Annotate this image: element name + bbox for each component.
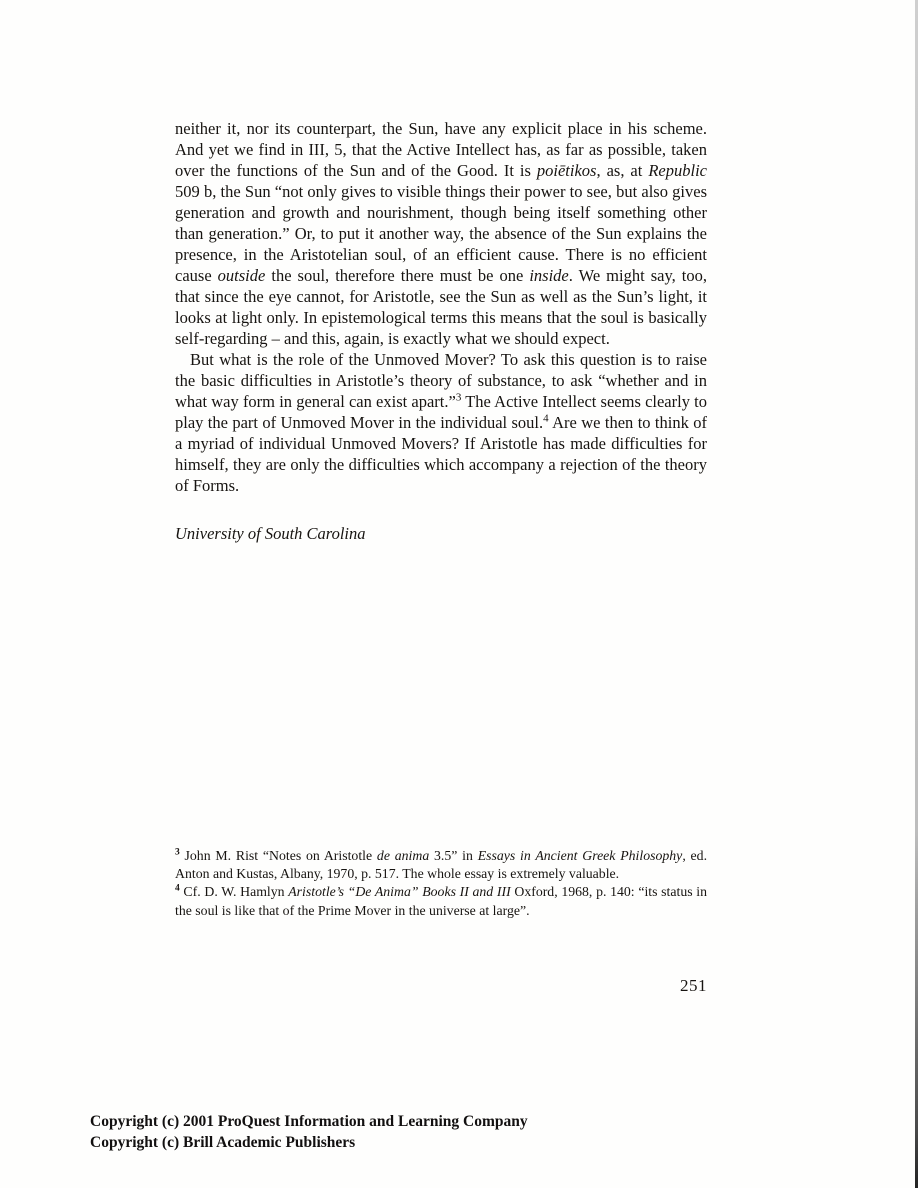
- copyright-line-proquest: Copyright (c) 2001 ProQuest Information and Learning Company: [90, 1113, 528, 1130]
- footnotes-block: [175, 847, 707, 920]
- footnote-4: $^4$ Cf. D. W. Hamlyn Aristotle’s “De Anima” Books II and III Oxford, 1968, p. 140: “its status in the soul is like that of the Prime Mover in the universe at large”.: [175, 883, 708, 918]
- body-paragraph-1: neither it, nor its counterpart, the Sun, have any explicit place in his scheme. And yet we find in III, 5, that the Active Intellect has, as far as possible, taken over the functions of the Sun and of the Good. It is poiētikos, as, at Republic 509 b, the Sun “not only gives to visible things their power to see, but also gives generation and growth and nourishment, though being itself something other than generation.” Or, to put it another way, the absence of the Sun explains the presence, in the Aristotelian soul, of an efficient cause. There is no efficient cause outside the soul, therefore there must be one inside. We might say, too, that since the eye cannot, for Aristotle, see the Sun as well as the Sun’s light, it looks at light only. In epistemological terms this means that the soul is basically self-regarding – and this, again, is exactly what we should expect.: [175, 119, 707, 348]
- page-number: 251: [680, 976, 707, 995]
- body-text-block: [175, 118, 707, 544]
- copyright-line-brill: Copyright (c) Brill Academic Publishers: [90, 1133, 356, 1151]
- copyright-notice: [90, 1112, 528, 1153]
- author-affiliation: University of South Carolina: [175, 524, 366, 543]
- footnote-3: $^3$ John M. Rist “Notes on Aristotle de anima 3.5” in Essays in Ancient Greek Philosophy, ed. Anton and Kustas, Albany, 1970, p. 517. The whole essay is extremely valuable.: [175, 847, 708, 882]
- body-paragraph-2: But what is the role of the Unmoved Mover? To ask this question is to raise the basic difficulties in Aristotle’s theory of substance, to ask “whether and in what way form in general can exist apart.”$^3$ The Active Intellect seems clearly to play the part of Unmoved Mover in the individual soul.$^4$ Are we then to think of a myriad of individual Unmoved Movers? If Aristotle has made difficulties for himself, they are only the difficulties which accompany a rejection of the theory of Forms.: [175, 350, 707, 495]
